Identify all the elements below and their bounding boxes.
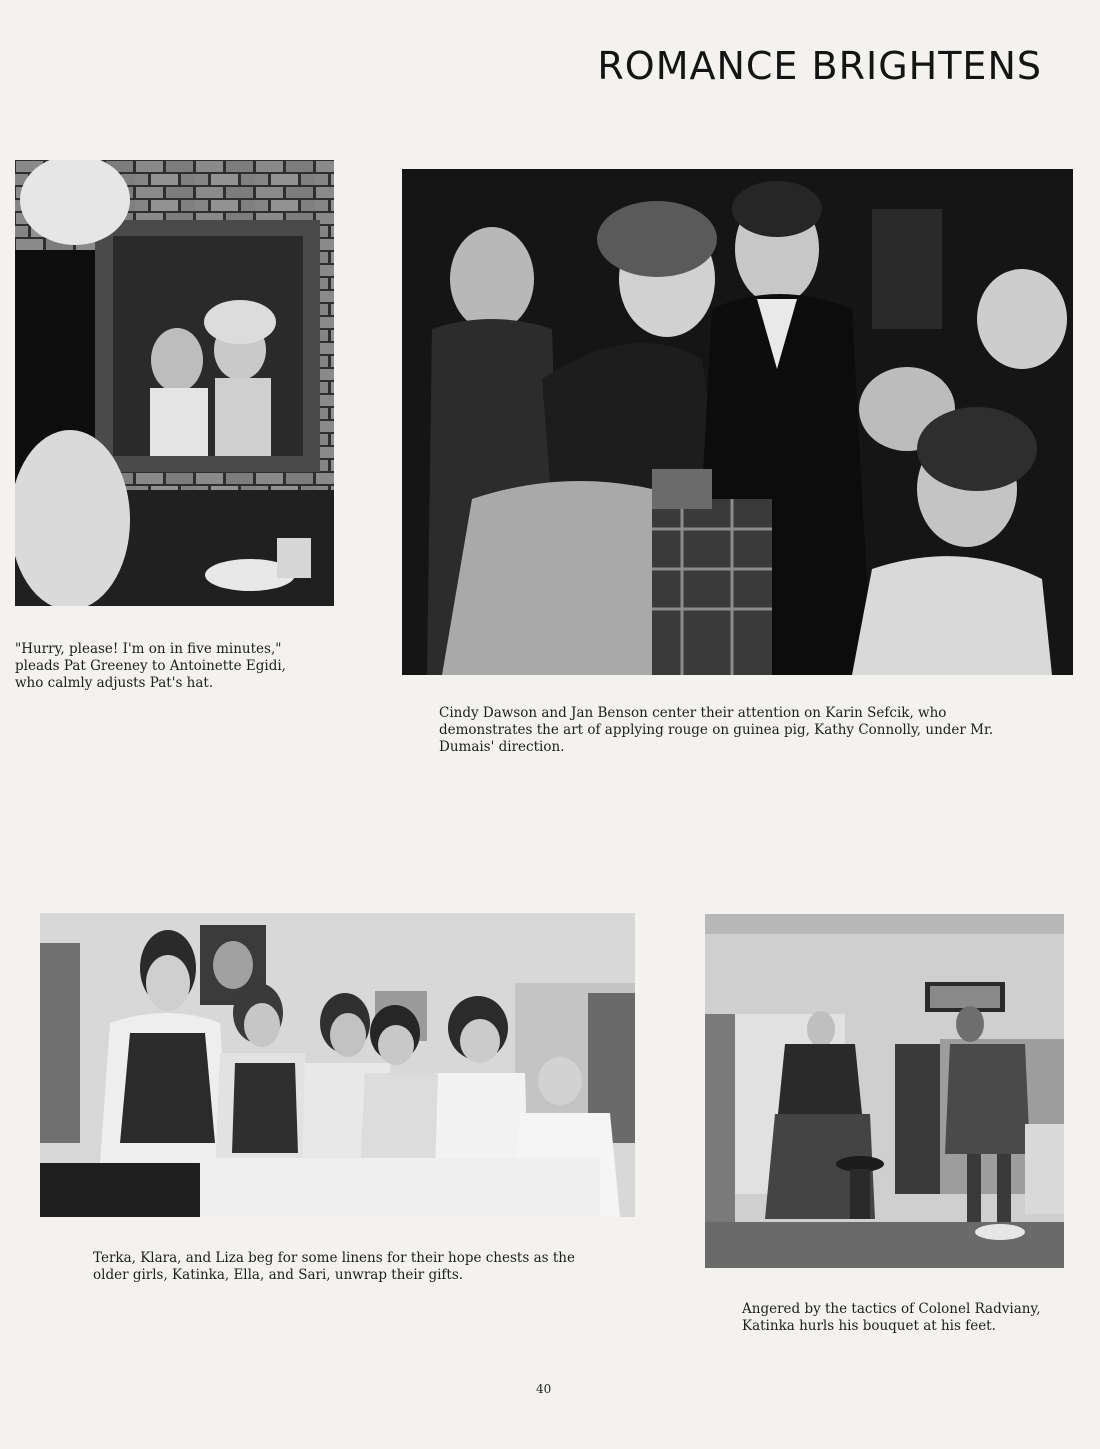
photo-mirror (15, 160, 334, 606)
photo-girls (40, 913, 635, 1217)
caption-mirror: "Hurry, please! I'm on in five minutes," pleads Pat Greeney to Antoinette Egidi, who calmly adjusts Pat's hat. (15, 641, 286, 691)
photo-stage (705, 914, 1064, 1268)
photo-makeup (402, 169, 1073, 675)
caption-girls: Terka, Klara, and Liza beg for some linens for their hope chests as the older girls, Katinka, Ella, and Sari, unwrap their gifts. (93, 1250, 575, 1283)
page-number: 40 (536, 1382, 552, 1396)
page-title: ROMANCE BRIGHTENS (597, 44, 1042, 88)
caption-stage: Angered by the tactics of Colonel Radviany, Katinka hurls his bouquet at his feet. (742, 1301, 1041, 1334)
caption-makeup: Cindy Dawson and Jan Benson center their attention on Karin Sefcik, who demonstrates the art of applying rouge on guinea pig, Kathy Connolly, under Mr. Dumais' direction. (439, 705, 994, 755)
